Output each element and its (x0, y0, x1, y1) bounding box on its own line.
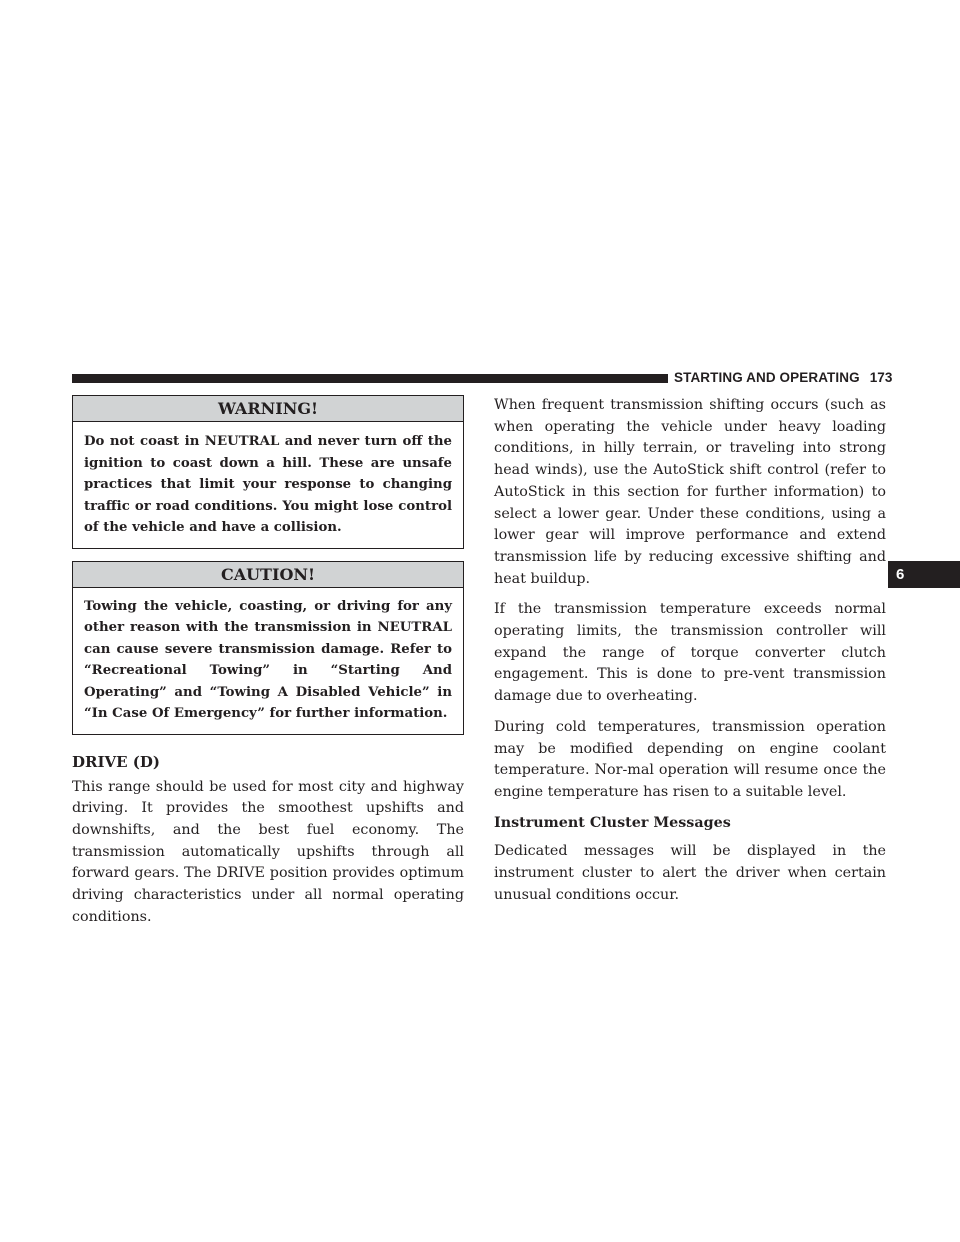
cold-temperature-paragraph: During cold temperatures, transmission operation may be modified depending on engine coolant temperature. Nor-mal operation will resume once the engine temperature has risen to a suitable level. (494, 718, 886, 800)
page-number: 173 (869, 370, 893, 385)
temperature-paragraph: If the transmission temperature exceeds normal operating limits, the transmission controller will expand the range of torque converter clutch engagement. This is done to pre-vent transmission damage due to overheating. (494, 601, 886, 705)
header-rule (72, 374, 668, 383)
caution-box (72, 561, 464, 735)
drive-paragraph: This range should be used for most city and highway driving. It provides the smoothest upshifts and downshifts, and the best fuel economy. The transmission automatically upshifts through all forward gears. The DRIVE position provides optimum driving characteristics under all normal operating conditions. (72, 778, 464, 925)
running-header (674, 369, 893, 387)
chapter-tab: 6 (888, 561, 960, 588)
warning-box (72, 395, 464, 549)
drive-heading: DRIVE (D) (72, 752, 160, 771)
left-column (72, 395, 464, 937)
instrument-cluster-heading: Instrument Cluster Messages (494, 814, 731, 831)
warning-title: WARNING! (73, 396, 463, 422)
instrument-cluster-paragraph: Dedicated messages will be displayed in the instrument cluster to alert the driver when certain unusual conditions occur. (494, 843, 886, 903)
shifting-paragraph: When frequent transmission shifting occurs (such as when operating the vehicle under heavy loading conditions, in hilly terrain, or traveling into strong head winds), use the AutoStick shift control (refer to AutoStick in this section for further information) to select a lower gear. Under these conditions, using a lower gear will improve performance and extend transmission life by reducing excessive shifting and heat buildup. (494, 397, 886, 587)
caution-text: Towing the vehicle, coasting, or driving for any other reason with the transmission in NEUTRAL can cause severe transmission damage. Refer to “Recreational Towing” in “Starting And Operating” and “Towing A Disabled Vehicle” in “In Case Of Emergency” for further information. (84, 598, 452, 721)
warning-text: Do not coast in NEUTRAL and never turn off the ignition to coast down a hill. These are unsafe practices that limit your response to changing traffic or road conditions. You might lose control of the vehicle and have a collision. (84, 434, 452, 535)
header-section-title: STARTING AND OPERATING (674, 370, 860, 385)
right-column (494, 395, 886, 915)
caution-title: CAUTION! (73, 562, 463, 588)
